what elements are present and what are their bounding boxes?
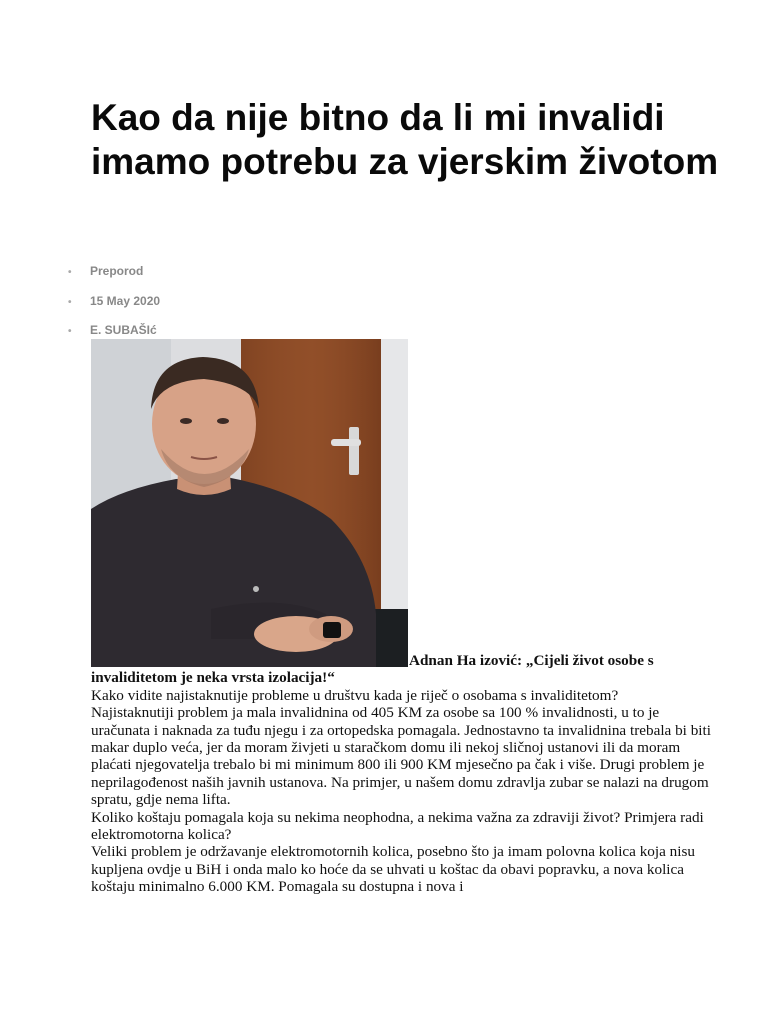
article-title: Kao da nije bitno da li mi invalidi imamo potrebu za vjerskim životom [91,97,719,182]
meta-date [68,294,368,308]
article-photo [91,339,408,667]
meta-source [68,264,368,278]
article-body [91,652,711,896]
photo-caption-line1: Adnan Ha izović: „Cijeli život osobe s [409,652,654,669]
meta-date-text: 15 May 2020 [90,294,161,308]
question-paragraph: Kako vidite najistaknutije probleme u društvu kada je riječ o osobama s invaliditetom? [91,686,619,704]
question-paragraph: Koliko koštaju pomagala koja su nekima neophodna, a nekima važna za zdraviji život? Primjera radi elektromotorna kolica? [91,808,704,844]
answer-paragraph: Najistaknutiji problem ja mala invalidnina od 405 KM za osobe sa 100 % invalidnosti, u to je uračunata i naknada za tuđu njegu i za ortopedska pomagala. Jednostavno ta invalidnina trebala bi biti makar duplo veća, jer da moram živjeti u staračkom domu ili nekoj sličnoj ustanovi ili da moram plaćati njegovatelja trebalo bi mi minimum 800 ili 900 KM mjesečno pa čak i više. Drugi problem je neprilagođenost naših javnih ustanova. Na primjer, u našem domu zdravlja zubar se nalazi na drugom spratu, gdje nema lifta. [91,704,711,809]
bullet-icon: • [68,267,72,278]
meta-author [68,323,368,337]
bullet-icon: • [68,326,72,337]
photo-caption-line2: invaliditetom je neka vrsta izolacija!“ [91,669,335,687]
meta-author-text: E. SUBAŠIć [90,323,157,337]
meta-source-text: Preporod [90,264,144,278]
bullet-icon: • [68,297,72,308]
answer-paragraph: Veliki problem je održavanje elektromotornih kolica, posebno što ja imam polovna kolica koja nisu kupljena ovdje u BiH i onda malo ko hoće da se uhvati u koštac da obavi popravku, a nova kolica koštaju minimalno 6.000 KM. Pomagala su dostupna i nova i [91,843,695,896]
